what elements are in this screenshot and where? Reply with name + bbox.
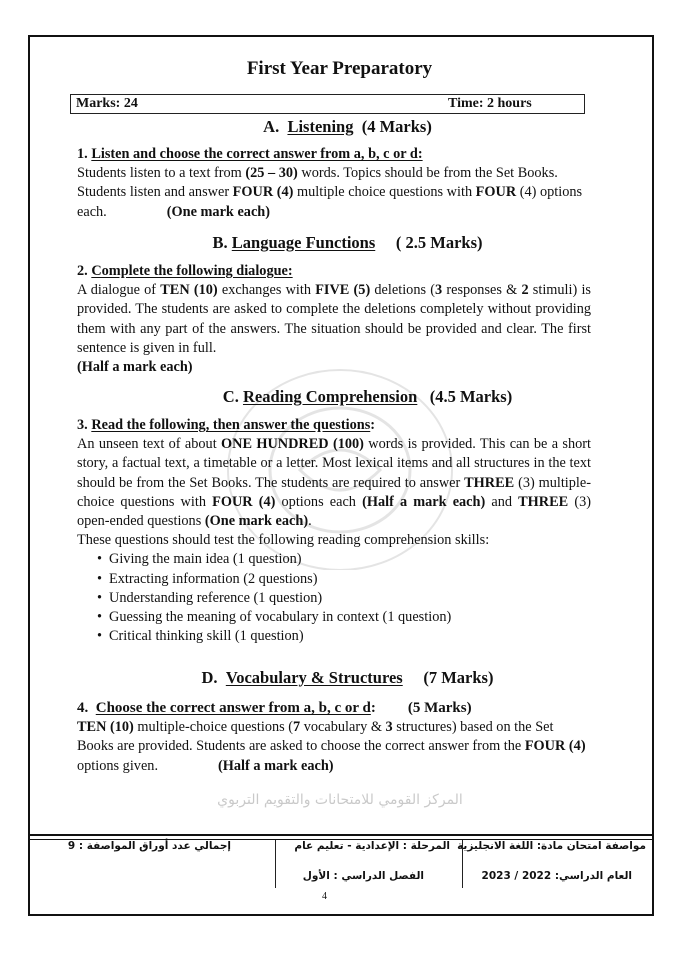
text-run: words. Topics should be from the Set Books. Students listen and answer: [77, 165, 558, 201]
term-label: الفصل الدراسي : الأول: [302, 870, 424, 882]
section-name: Listening: [287, 117, 354, 136]
bold-run: THREE: [464, 474, 515, 491]
question-body: [77, 435, 591, 531]
bold-run: FIVE (5): [315, 282, 371, 299]
section-letter: D.: [201, 668, 218, 687]
total-marks: Marks: 24: [76, 96, 138, 111]
skill-item: • Critical thinking skill (1 question): [97, 627, 591, 646]
footer-cell-stage: [275, 840, 462, 888]
text-run: (4) options each.: [77, 184, 583, 220]
question-body: [77, 164, 591, 222]
section-marks: (4.5 Marks): [429, 387, 513, 406]
section-name: Vocabulary & Structures: [225, 668, 403, 687]
page-title: First Year Preparatory: [246, 58, 433, 79]
skills-list: [77, 550, 591, 646]
bold-run: 2: [521, 282, 529, 299]
question-block-1: [77, 145, 591, 222]
text-run: vocabulary &: [300, 719, 386, 736]
question-colon: :: [370, 417, 376, 433]
mark-note-text: (Half a mark each): [77, 359, 193, 376]
marks-time-box: [70, 94, 585, 114]
text-run: multiple-choice questions (: [133, 719, 294, 736]
question-number: 3.: [77, 417, 88, 433]
exam-time: Time: 2 hours: [448, 96, 532, 111]
question-block-2: [77, 262, 591, 377]
bold-run: ONE HUNDRED (100): [221, 436, 364, 453]
text-run: (3) multiple-choice questions with: [77, 474, 592, 510]
bold-run: (25 – 30): [245, 165, 298, 182]
question-body: [77, 281, 591, 358]
watermark-text: المركز القومي للامتحانات والتقويم التربوي: [217, 792, 463, 808]
section-name: Language Functions: [231, 233, 376, 252]
text-run: stimuli) is provided. The students are asked to complete the deletions completely without providing them with any part of the answers. The situation should be provided and clear. The first sentence is given in full.: [77, 282, 591, 356]
bold-run: 3: [434, 282, 443, 299]
section-marks: (7 Marks): [423, 668, 494, 687]
academic-year: العام الدراسي: 2022 / 2023: [481, 870, 632, 882]
footer-separator: [275, 840, 276, 888]
bold-run: TEN (10): [160, 282, 218, 299]
question-title: [77, 699, 591, 718]
page-number: 4: [322, 891, 327, 902]
text-run: structures) based on the Set Books are provided. Students are asked to choose the correct answer from the: [77, 719, 554, 755]
bold-run: FOUR (4): [524, 738, 586, 755]
stage-label: المرحلة : الإعدادية - تعليم عام: [294, 840, 450, 852]
section-letter: C.: [222, 387, 239, 406]
question-text: Read the following, then answer the questions: [91, 417, 371, 433]
text-run: responses &: [442, 282, 522, 299]
question-block-3: [77, 416, 591, 646]
skill-item: • Giving the main idea (1 question): [97, 550, 591, 569]
bold-run: FOUR: [475, 184, 517, 201]
section-marks: ( 2.5 Marks): [395, 233, 483, 252]
question-text: Listen and choose the correct answer from a, b, c or d:: [91, 146, 423, 162]
text-run: A dialogue of: [77, 282, 161, 299]
text-run: .: [308, 513, 312, 530]
bold-run: (One mark each): [204, 513, 309, 530]
question-marks: (5 Marks): [407, 700, 472, 716]
text-run: exchanges with: [217, 282, 316, 299]
bold-run: THREE: [518, 493, 569, 510]
footer-separator: [462, 840, 463, 888]
question-number: 2.: [77, 263, 88, 279]
text-run: deletions (: [370, 282, 435, 299]
question-number: 4.: [77, 700, 89, 716]
subject-label: مواصفة امتحان مادة: اللغة الانجليزية: [457, 840, 646, 852]
mark-note-text: (Half a mark each): [218, 757, 334, 774]
section-marks: (4 Marks): [361, 117, 432, 136]
skill-item: • Extracting information (2 questions): [97, 570, 591, 589]
bold-run: TEN (10): [77, 719, 134, 736]
footer-cell-pages: [30, 840, 275, 888]
total-pages-label: إجمالي عدد أوراق المواصفة : 9: [67, 840, 231, 852]
skills-intro: These questions should test the following reading comprehension skills:: [77, 532, 490, 549]
bold-run: FOUR (4): [232, 184, 294, 201]
question-block-4: [77, 699, 591, 776]
bold-run: 7: [293, 719, 301, 736]
bold-run: 3: [385, 719, 393, 736]
section-heading-reading: [0, 387, 679, 407]
question-title: [77, 262, 591, 281]
footer-cell-subject: [457, 840, 652, 888]
bold-run: FOUR (4): [212, 493, 276, 510]
text-run: words is provided. This can be a short story, a factual text, a timetable or a letter. Most lexical items and all structures in the text should be from the Set Books. The students are required to answer: [77, 436, 591, 491]
section-heading-language-functions: [0, 233, 679, 253]
mark-note-text: (One mark each): [166, 203, 270, 220]
question-body-text: [77, 165, 582, 219]
text-run: options each: [275, 493, 363, 510]
text-run: multiple choice questions with: [293, 184, 476, 201]
question-body: [77, 718, 591, 776]
section-heading-listening: [0, 117, 679, 137]
skill-item: • Understanding reference (1 question): [97, 589, 591, 608]
question-colon: :: [370, 700, 376, 716]
question-text: Complete the following dialogue:: [91, 263, 293, 279]
mark-note: [77, 358, 591, 377]
question-title: [77, 416, 591, 435]
skill-item: • Guessing the meaning of vocabulary in context (1 question): [97, 608, 591, 627]
question-text: Choose the correct answer from a, b, c or d: [95, 700, 371, 716]
text-run: Students listen to a text from: [77, 165, 246, 182]
question-title: [77, 145, 591, 164]
section-name: Reading Comprehension: [242, 387, 418, 406]
text-run: (3) open-ended questions: [77, 493, 591, 530]
text-run: and: [485, 493, 519, 510]
section-letter: A.: [263, 117, 280, 136]
text-run: options given.: [77, 757, 159, 774]
section-heading-vocabulary: [0, 668, 679, 688]
section-letter: B.: [212, 233, 228, 252]
question-number: 1.: [77, 146, 88, 162]
text-run: An unseen text of about: [77, 436, 222, 453]
bold-run: (Half a mark each): [362, 493, 486, 510]
